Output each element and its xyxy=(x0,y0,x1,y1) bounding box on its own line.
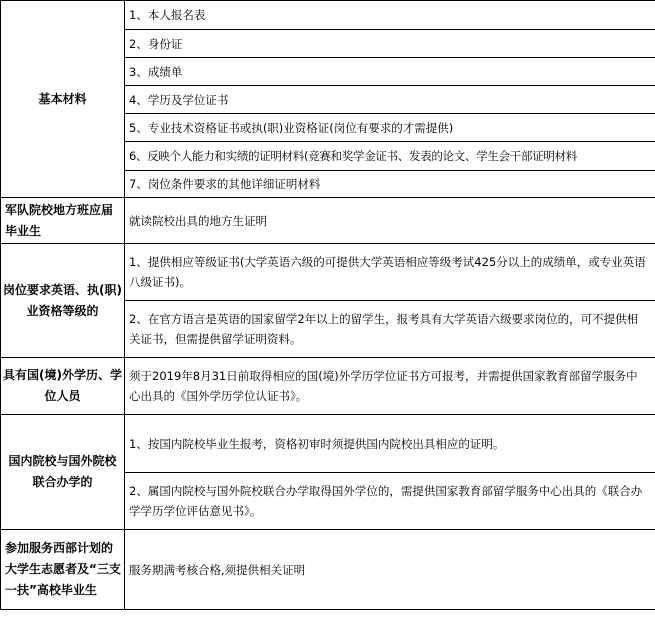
table-row xyxy=(1,530,655,610)
table-row xyxy=(1,244,655,301)
category-cell: 国内院校与国外院校联合办学的 xyxy=(1,415,125,530)
item-cell: 4、学历及学位证书 xyxy=(125,86,655,114)
item-cell: 服务期满考核合格,须提供相关证明 xyxy=(125,530,655,610)
category-cell: 具有国(境)外学历、学位人员 xyxy=(1,358,125,415)
table-row xyxy=(1,415,655,473)
item-cell: 6、反映个人能力和实绩的证明材料(竞赛和奖学金证书、发表的论文、学生会干部证明材料 xyxy=(125,142,655,171)
category-cell: 参加服务西部计划的大学生志愿者及“三支一扶”高校毕业生 xyxy=(1,530,125,610)
category-cell: 岗位要求英语、执(职)业资格等级的 xyxy=(1,244,125,358)
item-cell: 2、在官方语言是英语的国家留学2年以上的留学生，报考具有大学英语六级要求岗位的，可不提供相关证书，但需提供留学证明资料。 xyxy=(125,301,655,358)
item-cell: 1、本人报名表 xyxy=(125,1,655,30)
item-cell: 3、成绩单 xyxy=(125,58,655,86)
item-cell: 2、属国内院校与国外院校联合办学取得国外学位的，需提供国家教育部留学服务中心出具的《联合办学学历学位评估意见书》。 xyxy=(125,473,655,530)
item-cell: 1、按国内院校毕业生报考，资格初审时须提供国内院校出具相应的证明。 xyxy=(125,415,655,473)
item-cell: 5、专业技术资格证书或执(职)业资格证(岗位有要求的才需提供) xyxy=(125,114,655,142)
item-cell: 2、身份证 xyxy=(125,30,655,58)
table-row xyxy=(1,1,655,30)
table-row xyxy=(1,358,655,415)
item-cell: 7、岗位条件要求的其他详细证明材料 xyxy=(125,171,655,198)
item-cell: 就读院校出具的地方生证明 xyxy=(125,198,655,244)
category-cell: 军队院校地方班应届毕业生 xyxy=(1,198,125,244)
item-cell: 1、提供相应等级证书(大学英语六级的可提供大学英语相应等级考试425分以上的成绩单，或专业英语八级证书)。 xyxy=(125,244,655,301)
item-cell: 须于2019年8月31日前取得相应的国(境)外学历学位证书方可报考，并需提供国家教育部留学服务中心出具的《国外学历学位认证书》。 xyxy=(125,358,655,415)
table-row xyxy=(1,198,655,244)
category-cell: 基本材料 xyxy=(1,1,125,198)
